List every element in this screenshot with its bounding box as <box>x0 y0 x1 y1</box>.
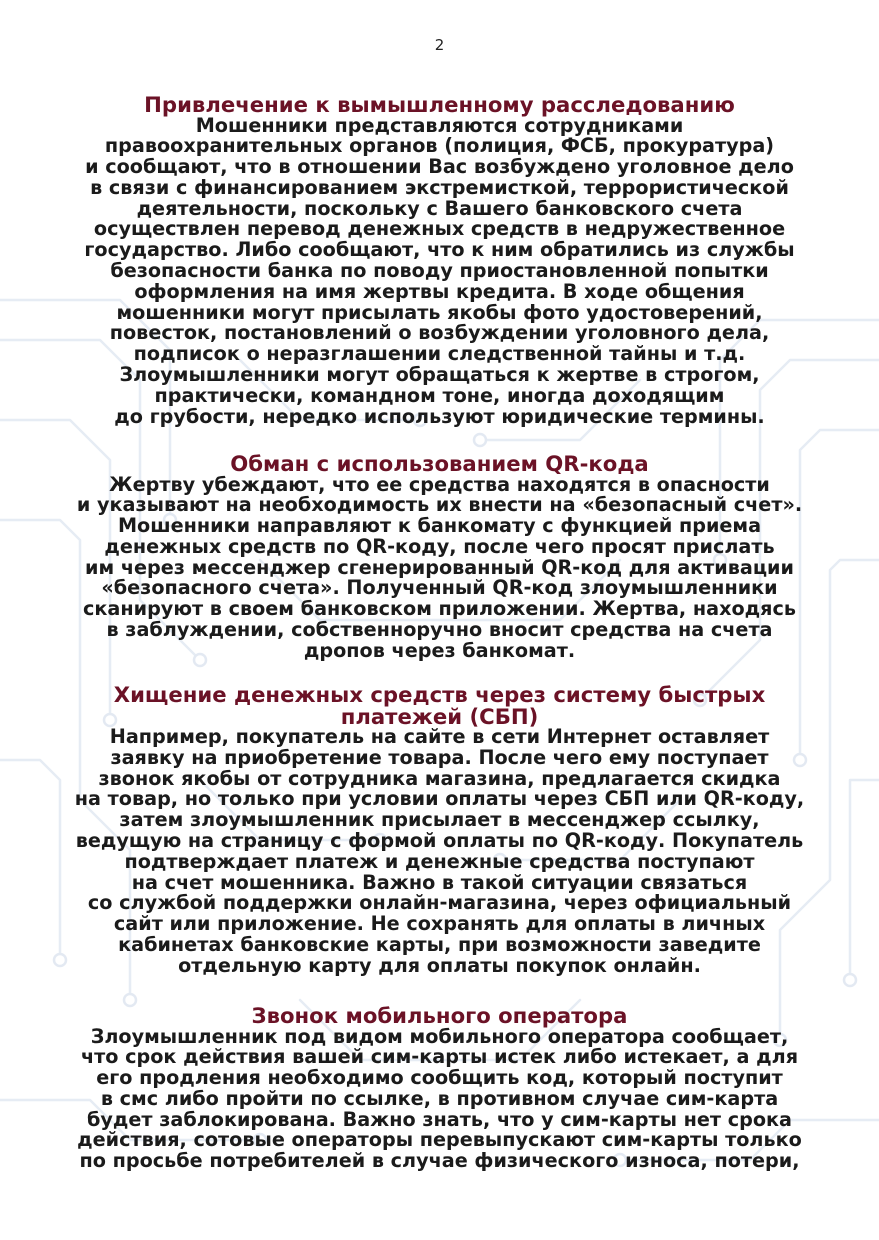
body-line: в связи с финансированием экстремисткой, террористической <box>90 175 789 199</box>
body-line: отдельную карту для оплаты покупок онлайн. <box>178 953 701 977</box>
body-line: подтверждает платеж и денежные средства поступают <box>124 849 755 873</box>
body-line: осуществлен перевод денежных средств в недружественное <box>93 217 786 241</box>
body-line: со службой поддержки онлайн-магазина, через официальный <box>87 891 792 915</box>
body-line: в заблуждении, собственноручно вносит средства на счета <box>106 618 773 642</box>
body-line: ведущую на страницу с формой оплаты по QR-коду. Покупатель <box>75 828 804 852</box>
body-line: Жертву убеждают, что ее средства находятся в опасности <box>109 472 770 496</box>
body-line: подписок о неразглашении следственной тайны и т.д. <box>133 342 746 366</box>
body-line: кабинетах банковские карты, при возможности заведите <box>118 932 761 956</box>
section-title: Привлечение к вымышленному расследованию <box>144 92 735 117</box>
body-line: звонок якобы от сотрудника магазина, предлагается скидка <box>98 766 781 790</box>
body-line: оформления на имя жертвы кредита. В ходе общения <box>134 279 745 303</box>
body-line: на счет мошенника. Важно в такой ситуации связаться <box>131 870 748 894</box>
body-line: правоохранительных органов (полиция, ФСБ, прокуратура) <box>104 134 775 158</box>
section-body <box>14 727 865 977</box>
body-line: сайт или приложение. Не сохранять для оплаты в личных <box>113 912 766 936</box>
section-sbp-theft <box>14 684 865 977</box>
body-line: в смс либо пройти по ссылке, в противном случае сим-карта <box>100 1086 779 1110</box>
body-line: деятельности, поскольку с Вашего банковского счета <box>136 196 743 220</box>
body-line: его продления необходимо сообщить код, который поступит <box>96 1066 783 1090</box>
body-line: Например, покупатель на сайте в сети Интернет оставляет <box>109 725 770 748</box>
section-fake-investigation <box>14 94 865 427</box>
body-line: мошенники могут присылать якобы фото удостоверений, <box>116 300 763 324</box>
body-line: заявку на приобретение товара. После чего ему поступает <box>110 745 769 769</box>
section-title: Звонок мобильного оператора <box>251 1003 628 1028</box>
body-line: повесток, постановлений о возбуждении уголовного дела, <box>109 321 770 345</box>
body-line: что срок действия вашей сим-карты истек либо истекает, а для <box>80 1045 799 1069</box>
body-line: на товар, но только при условии оплаты через СБП или QR-коду, <box>74 787 805 811</box>
body-line: практически, командном тоне, иногда доходящим <box>154 383 725 407</box>
body-line: Мошенники направляют к банкомату с функцией приема <box>117 514 762 538</box>
section-title: Обман с использованием QR-кода <box>230 451 649 476</box>
section-body <box>14 472 865 662</box>
body-line: Злоумышленники могут обращаться к жертве в строгом, <box>119 363 760 387</box>
body-line: до грубости, нередко используют юридические термины. <box>114 404 765 428</box>
body-line: безопасности банка по поводу приостановленной попытки <box>110 259 769 283</box>
body-line: и указывают на необходимость их внести на «безопасный счет». <box>76 493 803 517</box>
body-line: будет заблокирована. Важно знать, что у сим-карты нет срока <box>87 1107 792 1131</box>
body-line: государство. Либо сообщают, что к ним обратились из службы <box>84 238 795 262</box>
body-line: Мошенники представляются сотрудниками <box>195 113 684 137</box>
body-line: «безопасного счета». Полученный QR-код злоумышленники <box>101 576 778 600</box>
section-body <box>14 113 865 428</box>
body-line: денежных средств по QR-коду, после чего просят прислать <box>104 534 775 558</box>
body-line: сканируют в своем банковском приложении. Жертва, находясь <box>83 597 796 621</box>
body-line: действия, сотовые операторы перевыпускают сим-карты только <box>77 1128 802 1152</box>
section-qr-code-fraud <box>14 453 865 662</box>
page-number: 2 <box>434 36 445 54</box>
body-line: им через мессенджер сгенерированный QR-код для активации <box>85 555 794 579</box>
section-title: Хищение денежных средств через систему быстрых платежей (СБП) <box>113 682 766 729</box>
section-mobile-operator-call <box>14 1005 865 1172</box>
body-line: Злоумышленник под видом мобильного оператора сообщает, <box>90 1024 789 1048</box>
section-body <box>14 1024 865 1173</box>
body-line: и сообщают, что в отношении Вас возбуждено уголовное дело <box>85 155 794 179</box>
body-line: по просьбе потребителей в случае физического износа, потери, <box>79 1149 800 1173</box>
body-line: затем злоумышленник присылает в мессенджер ссылку, <box>119 808 760 832</box>
body-line: дропов через банкомат. <box>303 638 576 662</box>
